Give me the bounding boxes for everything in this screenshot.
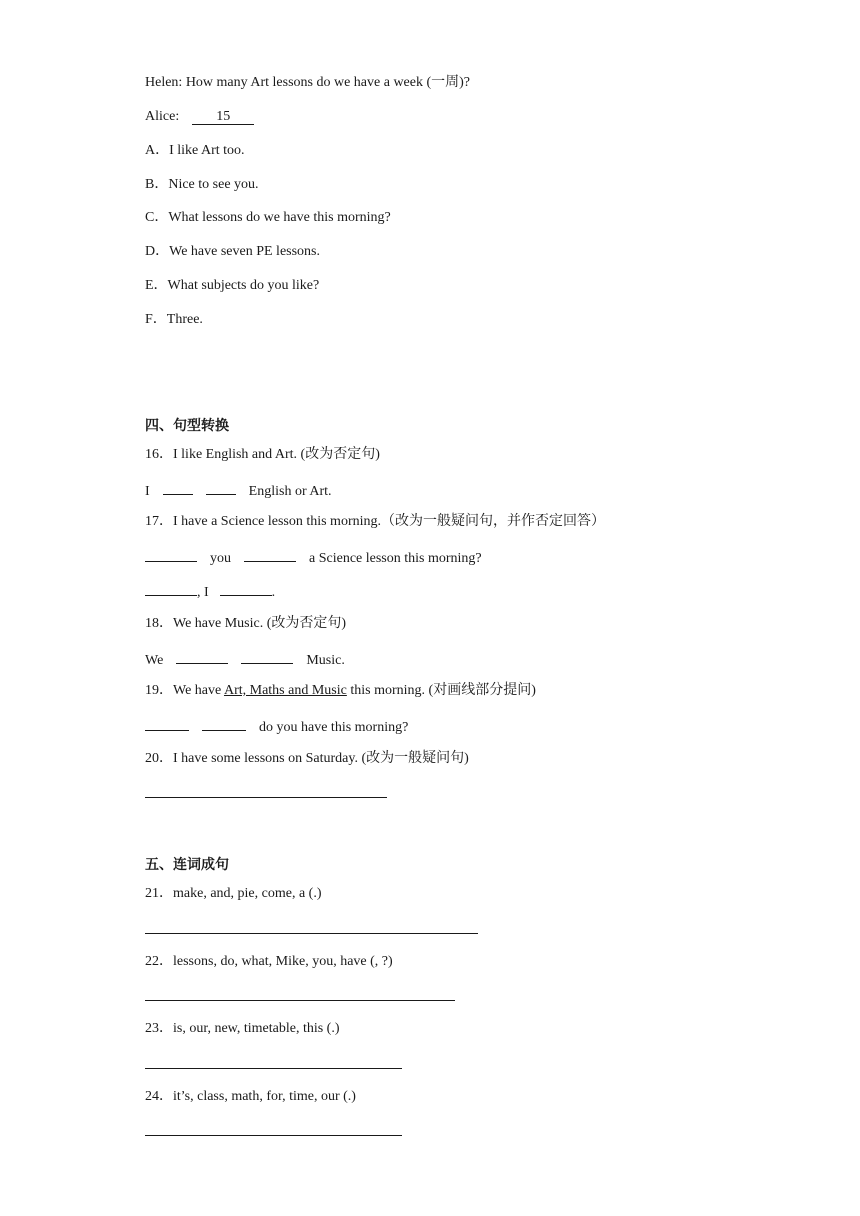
answer-line-23[interactable] [145,1068,402,1069]
blank-17-3[interactable] [145,581,197,596]
answer-17-i: , I [197,585,209,600]
option-e: E．What subjects do you like? [145,278,320,293]
answer-17-period: . [271,585,276,600]
alice-label: Alice: [145,109,180,124]
question-19-prefix: 19．We have [145,683,224,698]
answer-line-22[interactable] [145,1000,455,1001]
answer-19-end: do you have this morning? [259,720,409,735]
blank-16-1[interactable] [163,480,193,495]
blank-18-1[interactable] [176,649,228,664]
blank-16-2[interactable] [206,480,236,495]
helen-question: Helen: How many Art lessons do we have a week (一周)? [145,75,471,90]
option-d: D．We have seven PE lessons. [145,244,321,259]
question-19 [145,682,536,700]
answer-18-start: We [145,653,164,668]
question-19-suffix: this morning. (对画线部分提问) [346,683,536,698]
answer-line-21[interactable] [145,933,478,934]
blank-17-2[interactable] [244,547,296,562]
answer-line-20[interactable] [145,797,387,798]
question-23: 23．is, our, new, timetable, this (.) [145,1021,340,1036]
option-a: A．I like Art too. [145,143,245,158]
answer-18 [145,649,345,670]
answer-16 [145,480,332,501]
blank-18-2[interactable] [241,649,293,664]
blank-17-1[interactable] [145,547,197,562]
alice-answer-line [145,108,254,126]
blank-19-2[interactable] [202,716,246,731]
answer-16-end: English or Art. [248,484,332,499]
answer-19 [145,716,408,737]
question-20: 20．I have some lessons on Saturday. (改为一般疑问句) [145,751,469,766]
option-f: F．Three. [145,312,203,327]
option-b: B．Nice to see you. [145,177,259,192]
question-16: 16．I like English and Art. (改为否定句) [145,447,380,462]
section-5-heading: 五、连词成句 [145,857,229,873]
question-18: 18．We have Music. (改为否定句) [145,616,347,631]
section-4-heading: 四、句型转换 [145,418,229,434]
question-19-underlined: Art, Maths and Music [223,683,347,698]
blank-17-4[interactable] [220,581,272,596]
question-21: 21．make, and, pie, come, a (.) [145,886,322,901]
answer-line-24[interactable] [145,1135,402,1136]
answer-17-line-1 [145,547,482,568]
option-c: C．What lessons do we have this morning? [145,210,391,225]
answer-16-start: I [145,484,150,499]
answer-17-line-2 [145,581,275,602]
question-17: 17．I have a Science lesson this morning.（改为一般疑问句，并作否定回答） [145,514,606,529]
question-24: 24．it’s, class, math, for, time, our (.) [145,1089,356,1104]
answer-blank-15[interactable]: 15 [192,110,254,125]
answer-17-end: a Science lesson this morning? [309,551,482,566]
answer-17-you: you [210,551,231,566]
question-22: 22．lessons, do, what, Mike, you, have (, ?) [145,954,393,969]
answer-18-end: Music. [306,653,345,668]
blank-19-1[interactable] [145,716,189,731]
